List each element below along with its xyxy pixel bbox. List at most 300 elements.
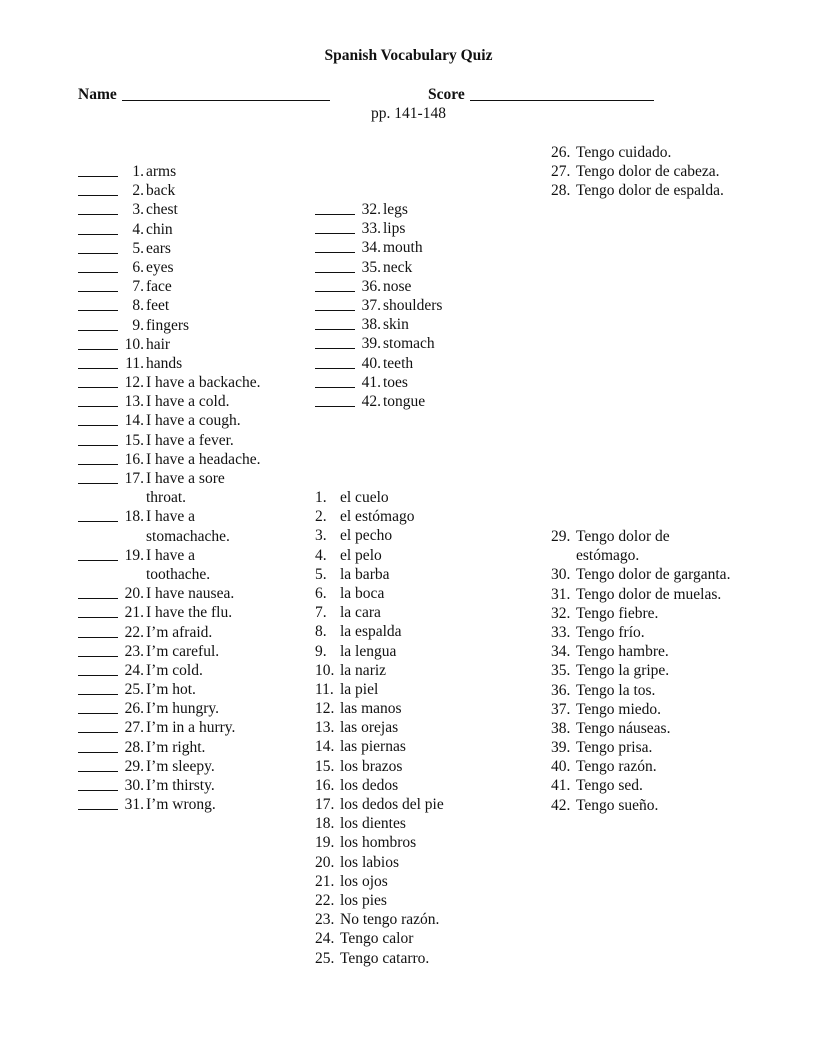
quiz-item [78,642,308,661]
item-text: tongue [383,392,426,410]
item-number: 28. [124,738,144,756]
item-text: I’m right. [146,738,206,756]
item-number: 2. [132,182,144,200]
answer-blank[interactable] [78,598,118,599]
option-number: 16. [315,776,335,794]
option-number: 12. [315,700,335,718]
answer-option [315,488,535,507]
item-text: I’m wrong. [146,796,216,814]
answer-blank[interactable] [78,406,118,407]
quiz-item [78,181,308,200]
option-number: 24. [315,930,335,948]
answer-option [551,585,811,604]
item-number: 4. [132,220,144,238]
quiz-item [78,162,308,181]
quiz-item [315,238,515,257]
answer-option [551,661,811,680]
item-number: 37. [361,296,381,314]
answer-blank[interactable] [315,214,355,215]
option-number: 3. [315,527,327,545]
quiz-item [78,411,308,430]
item-number: 10. [124,335,144,353]
item-number: 35. [361,258,381,276]
answer-blank[interactable] [315,348,355,349]
answer-blank[interactable] [78,176,118,177]
item-text: face [146,278,172,296]
quiz-item [78,296,308,315]
answer-blank[interactable] [315,272,355,273]
item-number: 8. [132,297,144,315]
answer-blank[interactable] [78,483,118,484]
item-number: 36. [361,277,381,295]
answer-option [315,584,535,603]
item-number: 23. [124,642,144,660]
option-text: los brazos [340,757,403,775]
answer-blank[interactable] [78,330,118,331]
option-number: 40. [551,758,571,776]
option-number: 29. [551,528,571,545]
answer-option [551,757,811,776]
answer-blank[interactable] [78,368,118,369]
option-text: Tengo dolor de garganta. [576,566,731,584]
item-text: I have a cough. [146,412,241,430]
answer-option [551,681,811,700]
item-text: ears [146,239,171,257]
answer-blank[interactable] [78,195,118,196]
item-number: 31. [124,796,144,814]
option-text: Tengo fiebre. [576,604,659,622]
item-text: I have a fever. [146,431,234,449]
answer-option [315,546,535,565]
item-text: shoulders [383,296,443,314]
answer-blank[interactable] [78,790,118,791]
quiz-item [78,220,308,239]
option-text: la espalda [340,623,402,641]
answer-option [551,527,811,546]
answer-option [315,833,535,852]
option-number: 13. [315,719,335,737]
option-text: los dedos [340,776,399,794]
option-text: Tengo dolor de espalda. [576,182,724,200]
quiz-item [78,469,308,488]
item-text: hair [146,335,171,353]
quiz-item [78,335,308,354]
option-number: 6. [315,584,327,602]
option-text: la cara [340,604,381,622]
option-text: la lengua [340,642,397,660]
option-number: 36. [551,681,571,699]
answer-blank[interactable] [78,694,118,695]
answer-blank[interactable] [78,656,118,657]
option-text: los pies [340,891,387,909]
item-text: chest [146,201,178,219]
option-text: la piel [340,680,379,698]
answer-option [315,642,535,661]
answer-option [315,507,535,526]
quiz-item [78,546,308,565]
item-text: I have the flu. [146,604,233,622]
quiz-item [78,239,308,258]
option-text: la nariz [340,661,387,679]
answer-option [315,853,535,872]
option-text: Tengo dolor de muelas. [576,585,722,603]
answer-option [315,814,535,833]
answer-option [551,565,811,584]
answer-blank[interactable] [78,560,118,561]
answer-option [315,622,535,641]
option-number: 30. [551,566,571,584]
item-number: 33. [361,220,381,238]
answer-option [551,719,811,738]
item-text: toothache. [146,565,211,583]
item-text: back [146,182,176,200]
item-number: 34. [361,239,381,257]
item-text: I have a cold. [146,393,230,411]
quiz-item [315,219,515,238]
option-number: 32. [551,604,571,622]
item-text: I’m hungry. [146,700,220,718]
answer-blank[interactable] [78,713,118,714]
quiz-item [78,450,308,469]
item-text: teeth [383,354,414,372]
item-number: 25. [124,681,144,699]
item-number: 13. [124,393,144,411]
answer-blank[interactable] [78,310,118,311]
item-text: I have nausea. [146,585,235,603]
item-number: 27. [124,719,144,737]
item-number: 30. [124,777,144,794]
option-number: 19. [315,834,335,852]
option-number: 34. [551,643,571,661]
spanish-list-top-right [551,143,811,201]
quiz-item [78,699,308,718]
answer-option [551,604,811,623]
quiz-item [78,507,308,526]
option-text: la barba [340,565,390,583]
quiz-item-continuation [78,488,308,507]
quiz-item [78,354,308,373]
item-number: 6. [132,258,144,276]
answer-option [315,776,535,795]
option-number: 33. [551,623,571,641]
option-text: los hombros [340,834,417,852]
item-text: arms [146,163,177,180]
item-number: 20. [124,585,144,603]
answer-option [551,776,811,795]
item-text: I’m sleepy. [146,757,215,775]
option-number: 21. [315,872,335,890]
option-number: 39. [551,739,571,757]
option-text: Tengo calor [340,930,414,948]
item-number: 17. [124,470,144,487]
quiz-item [315,296,515,315]
answer-option [315,526,535,545]
answer-blank[interactable] [78,637,118,638]
answer-option [551,162,811,181]
item-number: 29. [124,757,144,775]
quiz-item [78,623,308,642]
answer-option [551,642,811,661]
option-number: 9. [315,642,327,660]
option-number: 42. [551,796,571,814]
option-text: Tengo razón. [576,758,657,776]
item-number: 16. [124,450,144,468]
option-number: 11. [315,680,334,698]
option-text: Tengo la tos. [576,681,656,699]
quiz-item-continuation [78,565,308,584]
answer-blank[interactable] [78,809,118,810]
answer-option [315,565,535,584]
quiz-item [78,603,308,622]
option-text: estómago. [576,547,640,565]
quiz-item [78,757,308,776]
option-number: 35. [551,662,571,680]
answer-blank[interactable] [315,233,355,234]
item-number: 15. [124,431,144,449]
name-label: Name [78,86,117,103]
item-text: eyes [146,258,174,276]
option-text: el estómago [340,508,415,526]
item-text: I have a sore [146,470,225,487]
quiz-item [315,315,515,334]
answer-blank[interactable] [78,617,118,618]
option-number: 28. [551,182,571,200]
score-field[interactable] [470,100,654,101]
quiz-item [315,373,515,392]
score-label: Score [428,86,465,103]
option-text: Tengo prisa. [576,739,653,757]
option-text: Tengo cuidado. [576,144,672,161]
item-number: 18. [124,508,144,526]
answer-option [551,623,811,642]
answer-option [315,891,535,910]
item-number: 42. [361,392,381,410]
option-text: Tengo la gripe. [576,662,670,680]
option-number: 18. [315,815,335,833]
quiz-item [78,738,308,757]
option-number: 37. [551,700,571,718]
answer-blank[interactable] [78,521,118,522]
item-text: chin [146,220,173,238]
option-number: 2. [315,508,327,526]
answer-blank[interactable] [78,234,118,235]
answer-blank[interactable] [78,425,118,426]
answer-blank[interactable] [315,252,355,253]
item-number: 19. [124,546,144,564]
answer-blank[interactable] [315,329,355,330]
item-text: I have a [146,508,196,526]
item-text: throat. [146,489,187,507]
spanish-list-bottom-right [551,527,811,815]
answer-option [315,603,535,622]
item-number: 22. [124,623,144,641]
option-number: 15. [315,757,335,775]
option-text: el pelo [340,546,382,564]
quiz-item [315,200,515,219]
item-text: lips [383,220,406,238]
answer-blank[interactable] [78,214,118,215]
item-text: fingers [146,316,190,334]
english-list-2 [315,200,515,411]
answer-blank[interactable] [78,291,118,292]
option-number: 27. [551,163,571,181]
quiz-item [78,316,308,335]
option-text: Tengo sed. [576,777,643,795]
answer-option [315,795,535,814]
answer-blank[interactable] [78,387,118,388]
answer-blank[interactable] [78,349,118,350]
item-text: legs [383,201,408,218]
quiz-item [78,795,308,814]
option-number: 17. [315,796,335,813]
answer-blank[interactable] [315,368,355,369]
answer-option [551,796,811,815]
answer-option [315,757,535,776]
quiz-item [78,373,308,392]
option-number: 5. [315,565,327,583]
item-text: I have a backache. [146,374,261,392]
option-number: 7. [315,604,327,622]
answer-blank[interactable] [78,752,118,753]
option-number: 22. [315,891,335,909]
quiz-item [78,277,308,296]
item-text: I’m careful. [146,642,220,660]
item-text: mouth [383,239,423,257]
item-number: 7. [132,278,144,296]
option-number: 41. [551,777,571,795]
answer-option [551,738,811,757]
option-text: Tengo hambre. [576,643,669,661]
item-number: 3. [132,201,144,219]
item-text: I’m thirsty. [146,777,215,794]
answer-option [315,737,535,756]
quiz-item [78,200,308,219]
item-number: 5. [132,239,144,257]
quiz-item [78,661,308,680]
option-text: Tengo dolor de cabeza. [576,163,720,181]
option-text: las manos [340,700,402,718]
item-number: 24. [124,661,144,679]
page-title: Spanish Vocabulary Quiz [324,47,493,64]
quiz-item [315,354,515,373]
option-number: 4. [315,546,327,564]
quiz-item [315,258,515,277]
option-number: 10. [315,661,335,679]
item-text: I’m afraid. [146,623,213,641]
item-number: 39. [361,335,381,353]
option-text: el pecho [340,527,393,545]
option-number: 23. [315,911,335,929]
item-number: 21. [124,604,144,622]
quiz-item [78,680,308,699]
option-text: los dedos del pie [340,796,444,813]
option-text: los ojos [340,872,388,890]
page-range: pp. 141-148 [371,105,446,122]
item-text: I’m cold. [146,661,203,679]
item-text: skin [383,316,409,334]
answer-option [551,181,811,200]
answer-option [315,680,535,699]
option-text: la boca [340,584,385,602]
answer-option [315,718,535,737]
quiz-item [78,431,308,450]
option-number: 38. [551,719,571,737]
answer-option [315,910,535,929]
answer-blank[interactable] [78,675,118,676]
answer-option [551,143,811,162]
item-text: hands [146,354,183,372]
quiz-item [78,392,308,411]
item-text: nose [383,277,412,295]
option-text: Tengo sueño. [576,796,659,814]
item-text: feet [146,297,170,315]
item-number: 40. [361,354,381,372]
option-text: los labios [340,853,399,871]
option-number: 14. [315,738,335,756]
item-number: 32. [361,201,381,218]
option-text: las orejas [340,719,399,737]
item-text: I have a [146,546,196,564]
answer-blank[interactable] [315,291,355,292]
answer-option-continuation [551,546,811,565]
answer-blank[interactable] [78,272,118,273]
answer-blank[interactable] [315,310,355,311]
option-number: 8. [315,623,327,641]
option-number: 31. [551,585,571,603]
item-number: 9. [132,316,144,334]
answer-option [315,929,535,948]
item-text: stomachache. [146,527,230,545]
quiz-item-continuation [78,527,308,546]
answer-option [551,700,811,719]
item-number: 14. [124,412,144,430]
item-text: toes [383,373,408,391]
option-number: 25. [315,949,335,967]
answer-blank[interactable] [78,732,118,733]
item-text: I’m hot. [146,681,196,699]
answer-blank[interactable] [78,445,118,446]
option-text: Tengo dolor de [576,528,670,545]
option-text: las piernas [340,738,406,756]
quiz-item [315,392,515,411]
option-number: 26. [551,144,571,161]
item-text: I’m in a hurry. [146,719,236,737]
item-number: 38. [361,316,381,334]
item-text: I have a headache. [146,450,261,468]
spanish-list-middle [315,488,535,968]
option-number: 1. [315,489,327,506]
quiz-item [78,258,308,277]
option-text: Tengo náuseas. [576,719,671,737]
answer-blank[interactable] [78,253,118,254]
answer-option [315,699,535,718]
item-text: stomach [383,335,435,353]
answer-blank[interactable] [78,771,118,772]
option-text: Tengo frío. [576,623,645,641]
item-number: 11. [125,354,144,372]
item-number: 1. [132,163,144,180]
quiz-item [315,334,515,353]
option-text: Tengo catarro. [340,949,430,967]
item-number: 41. [361,373,381,391]
option-number: 20. [315,853,335,871]
name-field[interactable] [122,100,330,101]
english-list-1 [78,162,308,814]
quiz-item [78,584,308,603]
answer-blank[interactable] [315,406,355,407]
answer-blank[interactable] [315,387,355,388]
answer-blank[interactable] [78,464,118,465]
